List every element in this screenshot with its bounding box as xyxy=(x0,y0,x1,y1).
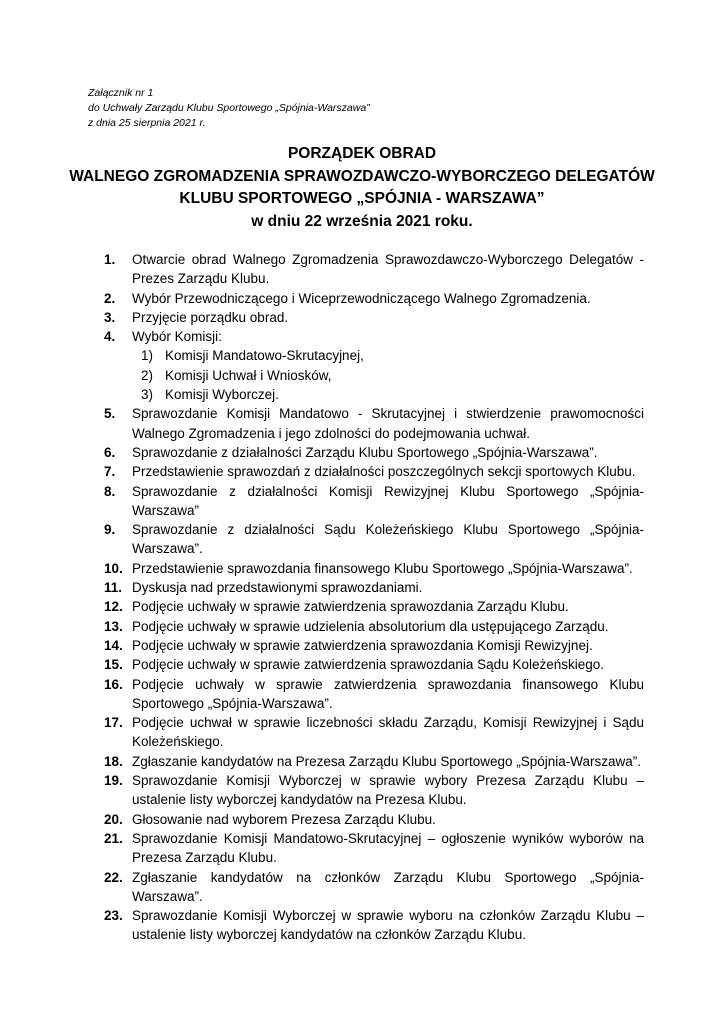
agenda-subitem-text: Komisji Wyborczej. xyxy=(165,387,279,403)
agenda-item-text: Podjęcie uchwały w sprawie zatwierdzenia sprawozdania Sądu Koleżeńskiego. xyxy=(132,657,605,673)
attachment-note xyxy=(88,86,370,131)
title-line-4: w dniu 22 września 2021 roku. xyxy=(251,212,473,230)
agenda-item-number: 23. xyxy=(104,908,123,924)
agenda-item-number: 5. xyxy=(104,406,116,422)
attachment-line-2: do Uchwały Zarządu Klubu Sportowego „Spójnia-Warszawa” xyxy=(88,102,370,114)
agenda-item xyxy=(104,636,644,655)
agenda-item xyxy=(104,906,644,945)
agenda-item xyxy=(104,559,644,578)
agenda-item-text: Zgłaszanie kandydatów na członków Zarządu Klubu Sportowego „Spójnia-Warszawa”. xyxy=(132,869,644,904)
attachment-line-3: z dnia 25 sierpnia 2021 r. xyxy=(88,117,206,129)
agenda-item-number: 2. xyxy=(104,290,116,306)
agenda-item-text: Podjęcie uchwały w sprawie zatwierdzenia sprawozdania finansowego Klubu Sportowego „Spójnia-Warszawa”. xyxy=(132,676,644,711)
agenda-item-text: Zgłaszanie kandydatów na Prezesa Zarządu Klubu Sportowego „Spójnia-Warszawa”. xyxy=(132,753,642,769)
agenda-item xyxy=(104,617,644,636)
agenda-item xyxy=(104,713,644,752)
agenda-subitem-number: 2) xyxy=(141,367,154,383)
agenda-item xyxy=(104,327,644,404)
agenda-item-text: Sprawozdanie z działalności Komisji Rewizyjnej Klubu Sportowego „Spójnia-Warszawa” xyxy=(132,483,644,518)
agenda-item-text: Sprawozdanie z działalności Zarządu Klubu Sportowego „Spójnia-Warszawa”. xyxy=(132,444,598,460)
document-title xyxy=(0,143,724,233)
agenda-item-number: 21. xyxy=(104,830,123,846)
agenda-item-number: 11. xyxy=(104,580,123,596)
title-line-2: WALNEGO ZGROMADZENIA SPRAWOZDAWCZO-WYBORCZEGO DELEGATÓW xyxy=(69,167,655,185)
agenda-subitem-text: Komisji Mandatowo-Skrutacyjnej, xyxy=(165,348,364,364)
agenda-item-number: 20. xyxy=(104,811,123,827)
agenda-item-number: 18. xyxy=(104,753,123,769)
agenda-item xyxy=(104,462,644,481)
agenda-item xyxy=(104,520,644,559)
agenda-subitem-number: 3) xyxy=(141,387,154,403)
agenda-subitem xyxy=(141,366,644,385)
agenda-item-number: 3. xyxy=(104,309,116,325)
agenda-item-text: Podjęcie uchwały w sprawie zatwierdzenia sprawozdania Komisji Rewizyjnej. xyxy=(132,637,593,653)
agenda-item-text: Sprawozdanie Komisji Mandatowo-Skrutacyjnej – ogłoszenie wyników wyborów na Prezesa Zarządu Klubu. xyxy=(132,830,644,866)
agenda-subitem xyxy=(141,385,644,404)
agenda-item xyxy=(104,578,644,597)
agenda-item-number: 8. xyxy=(104,483,116,499)
agenda-item-text: Sprawozdanie Komisji Wyborczej w sprawie wyboru na członków Zarządu Klubu – ustalenie listy wyborczej kandydatów na członków Zarządu Klubu. xyxy=(132,908,644,943)
agenda-item-text: Otwarcie obrad Walnego Zgromadzenia Sprawozdawczo-Wyborczego Delegatów - Prezes Zarządu Klubu. xyxy=(132,252,644,287)
agenda-item-number: 22. xyxy=(104,869,123,885)
agenda-item-number: 12. xyxy=(104,599,123,615)
agenda-item-number: 13. xyxy=(104,618,123,634)
agenda-item xyxy=(104,250,644,289)
agenda-item-number: 17. xyxy=(104,715,123,731)
agenda-item-number: 9. xyxy=(104,522,116,538)
agenda-item xyxy=(104,752,644,771)
agenda-item-text: Wybór Przewodniczącego i Wiceprzewodniczącego Walnego Zgromadzenia. xyxy=(132,290,591,306)
agenda-subitem-text: Komisji Uchwał i Wniosków, xyxy=(165,367,332,383)
agenda-item-number: 6. xyxy=(104,444,116,460)
agenda-item xyxy=(104,308,644,327)
agenda-item xyxy=(104,597,644,616)
agenda-item xyxy=(104,675,644,714)
agenda-item-text: Przedstawienie sprawozdania finansowego Klubu Sportowego „Spójnia-Warszawa”. xyxy=(132,560,633,576)
agenda-item-number: 16. xyxy=(104,676,123,692)
agenda-item xyxy=(104,771,644,810)
agenda-item xyxy=(104,868,644,907)
title-line-1: PORZĄDEK OBRAD xyxy=(287,145,437,162)
agenda-item-number: 19. xyxy=(104,773,123,789)
agenda-item xyxy=(104,655,644,674)
agenda-item-number: 1. xyxy=(104,252,116,267)
agenda-item-text: Sprawozdanie Komisji Wyborczej w sprawie wybory Prezesa Zarządu Klubu – ustalenie listy wyborczej kandydatów na Prezesa Klubu. xyxy=(132,773,644,808)
agenda-item-text: Podjęcie uchwały w sprawie zatwierdzenia sprawozdania Zarządu Klubu. xyxy=(132,599,569,615)
agenda-item-text: Sprawozdanie Komisji Mandatowo - Skrutacyjnej i stwierdzenie prawomocności Walnego Zgromadzenia i jego zdolności do podejmowania uchwał. xyxy=(132,406,644,441)
agenda-item-number: 7. xyxy=(104,464,116,480)
agenda-subitem-list xyxy=(132,346,644,404)
agenda-item-text: Wybór Komisji: xyxy=(132,329,222,345)
attachment-line-1: Załącznik nr 1 xyxy=(88,87,154,99)
agenda-item-number: 15. xyxy=(104,657,123,673)
agenda-item-text: Przyjęcie porządku obrad. xyxy=(132,309,289,325)
agenda-item xyxy=(104,482,644,521)
agenda-item-text: Podjęcie uchwały w sprawie udzielenia absolutorium dla ustępującego Zarządu. xyxy=(132,618,609,634)
agenda-item xyxy=(104,443,644,462)
agenda-item xyxy=(104,810,644,829)
agenda-item-number: 10. xyxy=(104,560,123,576)
agenda-item xyxy=(104,829,644,868)
agenda-item-text: Podjęcie uchwał w sprawie liczebności składu Zarządu, Komisji Rewizyjnej i Sądu Koleżeńskiego. xyxy=(132,715,644,750)
agenda-item-text: Głosowanie nad wyborem Prezesa Zarządu Klubu. xyxy=(132,811,436,827)
agenda-item xyxy=(104,289,644,308)
title-line-3: KLUBU SPORTOWEGO „SPÓJNIA - WARSZAWA” xyxy=(179,190,545,207)
agenda-list xyxy=(104,250,644,945)
agenda-item xyxy=(104,404,644,443)
agenda-item-text: Przedstawienie sprawozdań z działalności poszczególnych sekcji sportowych Klubu. xyxy=(132,464,636,480)
agenda-item-number: 14. xyxy=(104,637,123,653)
agenda-subitem-number: 1) xyxy=(141,348,154,364)
agenda-item-text: Dyskusja nad przedstawionymi sprawozdaniami. xyxy=(132,580,423,596)
agenda-item-text: Sprawozdanie z działalności Sądu Koleżeńskiego Klubu Sportowego „Spójnia-Warszawa”. xyxy=(132,522,644,557)
agenda-subitem xyxy=(141,346,644,365)
agenda-item-number: 4. xyxy=(104,329,116,345)
